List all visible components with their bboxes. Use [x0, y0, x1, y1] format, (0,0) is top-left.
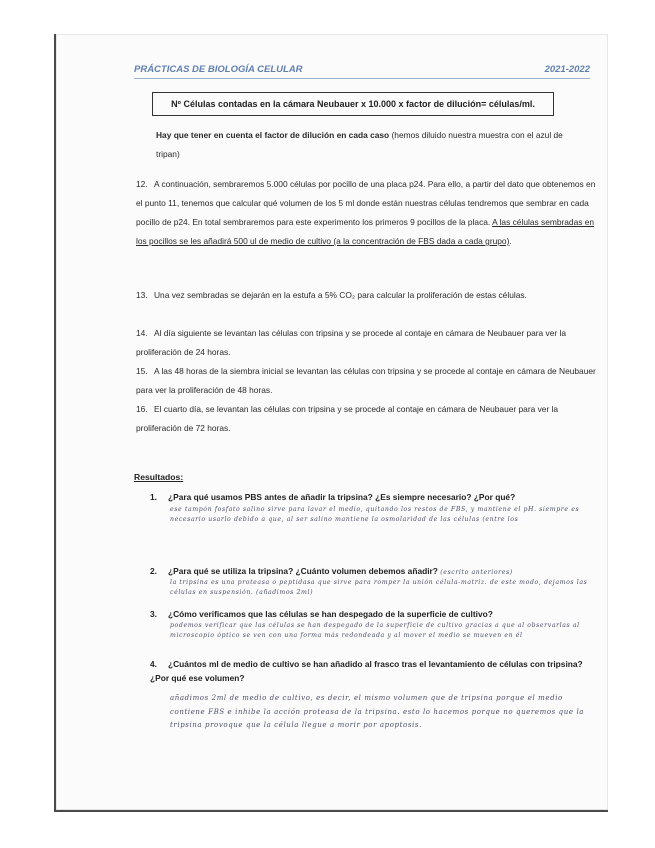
step-text: Al día siguiente se levantan las células con tripsina y se procede al contaje en cámara de Neubauer para ver la proliferación de 24 horas. [136, 328, 567, 357]
step-14 [136, 324, 596, 362]
step-15 [136, 362, 596, 400]
step-underlined-text: A las células sembradas en los pocillos se les añadirá 500 ul de medio de cultivo (a la concentración de FBS dada a cada grupo) [136, 217, 595, 246]
answer-4-handwritten: añadimos 2ml de medio de cultivo, es decir, el mismo volumen que de tripsina porque el medio contiene FBS e inhibe la acción proteasa de la tripsina. esto lo hacemos porque no queremos que la tripsina provoque que la célula llegue a morir por apoptosis. [170, 694, 585, 729]
answer-3-handwritten: podemos verificar que las células se han despegado de la superficie de cultivo gracias a que al observarlas al microscopio óptico se ven con una forma más redondeada y al mover el medio se mueven en él [170, 622, 580, 639]
step-number: 16. [136, 404, 148, 414]
question-2-handwritten-note: (escrito anteriores) [440, 569, 513, 576]
step-13 [136, 286, 596, 305]
step-number: 15. [136, 366, 148, 376]
question-1 [150, 490, 590, 504]
step-number: 13. [136, 290, 148, 300]
question-number: 2. [150, 566, 157, 576]
question-4 [150, 657, 590, 685]
step-text: Una vez sembradas se dejarán en la estufa a 5% CO₂ para calcular la proliferación de estas células. [154, 290, 527, 300]
formula-box [152, 92, 554, 116]
question-3 [150, 607, 590, 621]
question-number: 4. [150, 659, 157, 669]
document-page [54, 34, 608, 812]
step-12 [136, 175, 596, 251]
step-number: 14. [136, 328, 148, 338]
step-text: El cuarto día, se levantan las células con tripsina y se procede al contaje en cámara de Neubauer para ver la proliferación de 72 horas. [136, 404, 559, 433]
header-divider [134, 78, 590, 79]
header-year: 2021-2022 [544, 64, 590, 75]
step-text-end: . [509, 236, 512, 246]
header-title: PRÁCTICAS DE BIOLOGÍA CELULAR [134, 64, 303, 75]
question-number: 3. [150, 609, 157, 619]
dilution-note-rest: (hemos diluido nuestra muestra con el azul de tripan) [156, 130, 563, 159]
step-text: A continuación, sembraremos 5.000 células por pocillo de una placa p24. Para ello, a partir del dato que obtenemos en el punto 11, tenemos que calcular qué volumen de los 5 ml donde están nuestras células tendremos que sembrar en cada pocillo de p24. En total sembraremos para este experimento los primeros 9 pocillos de la placa. [136, 179, 596, 227]
formula-text: Nº Células contadas en la cámara Neubauer x 10.000 x factor de dilución= células/ml. [171, 99, 535, 109]
step-number: 12. [136, 179, 148, 189]
question-text: ¿Para qué se utiliza la tripsina? ¿Cuánto volumen debemos añadir? [168, 566, 438, 576]
dilution-note [156, 126, 586, 164]
question-text: ¿Cómo verificamos que las células se han despegado de la superficie de cultivo? [168, 609, 493, 619]
answer-1-handwritten: ese tampón fosfato salino sirve para lavar el medio, quitando los restos de FBS, y mantiene el pH. siempre es necesario usarlo debido a que, al ser salino mantiene la osmolaridad de las células (entre los [170, 506, 580, 523]
answer-2-handwritten: la tripsina es una proteasa o peptidasa que sirve para romper la unión célula-matriz. de este modo, dejamos las células en suspensión. (añadimos 2ml) [170, 579, 588, 596]
step-text: A las 48 horas de la siembra inicial se levantan las células con tripsina y se procede al contaje en cámara de Neubauer para ver la proliferación de 48 horas. [136, 366, 596, 395]
question-text: ¿Cuántos ml de medio de cultivo se han añadido al frasco tras el levantamiento de células con tripsina? ¿Por qué ese volumen? [150, 659, 583, 683]
question-text: ¿Para qué usamos PBS antes de añadir la tripsina? ¿Es siempre necesario? ¿Por qué? [168, 492, 516, 502]
dilution-note-bold: Hay que tener en cuenta el factor de dilución en cada caso [156, 130, 390, 140]
step-16 [136, 400, 596, 438]
results-heading: Resultados: [134, 472, 184, 482]
question-number: 1. [150, 492, 157, 502]
